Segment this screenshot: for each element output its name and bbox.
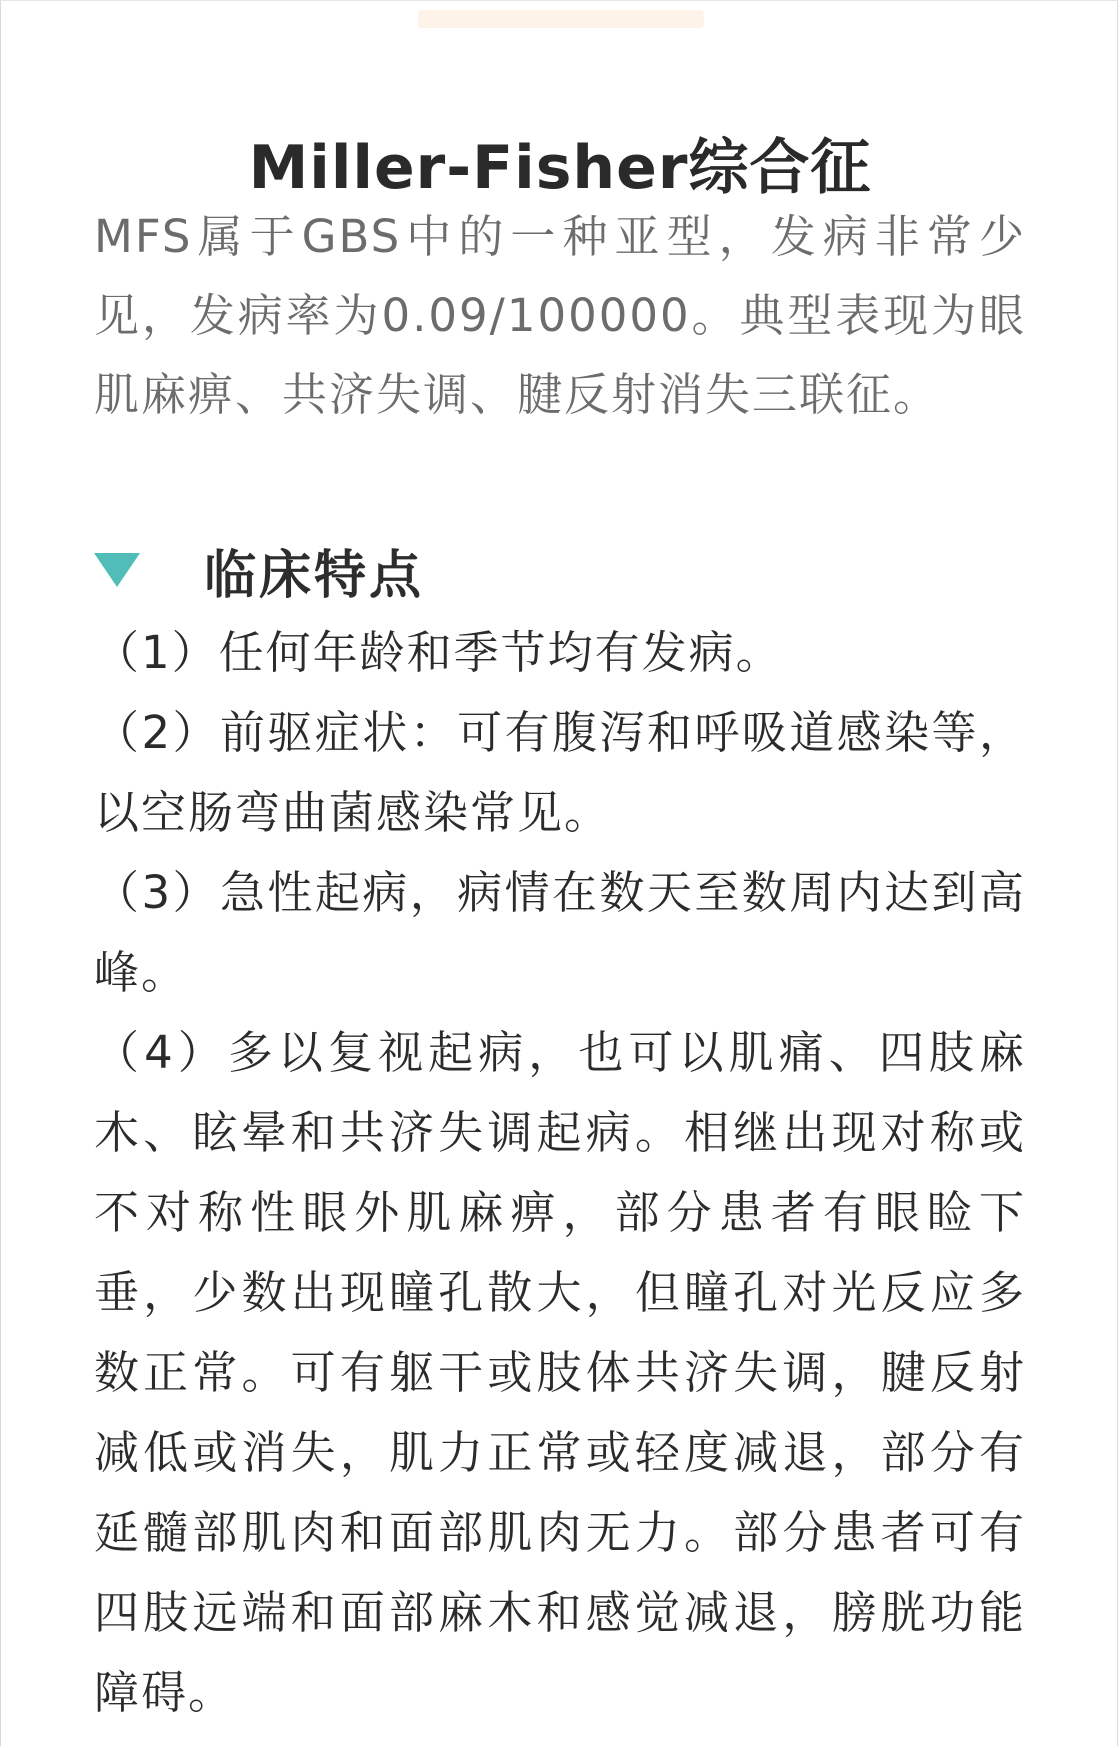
triangle-down-icon: [94, 553, 140, 587]
clinical-features-list: [94, 613, 1026, 1733]
section-heading: 临床特点: [204, 545, 425, 606]
section-header: [94, 535, 424, 605]
list-item: （3）急性起病，病情在数天至数周内达到高峰。: [94, 866, 1026, 999]
top-tab-decoration: [418, 10, 704, 28]
list-item: （2）前驱症状：可有腹泻和呼吸道感染等，以空肠弯曲菌感染常见。: [94, 706, 1026, 839]
list-item: （1）任何年龄和季节均有发病。: [94, 626, 783, 679]
article-title: Miller-Fisher综合征: [248, 133, 872, 204]
intro-paragraph: MFS属于GBS中的一种亚型，发病非常少见，发病率为0.09/100000。典型表现为眼肌麻痹、共济失调、腱反射消失三联征。: [94, 210, 1026, 421]
list-item: （4）多以复视起病，也可以肌痛、四肢麻木、眩晕和共济失调起病。相继出现对称或不对称性眼外肌麻痹，部分患者有眼睑下垂，少数出现瞳孔散大，但瞳孔对光反应多数正常。可有躯干或肢体共济失调，腱反射减低或消失，肌力正常或轻度减退，部分有延髓部肌肉和面部肌肉无力。部分患者可有四肢远端和面部麻木和感觉减退，膀胱功能障碍。: [94, 1026, 1026, 1719]
